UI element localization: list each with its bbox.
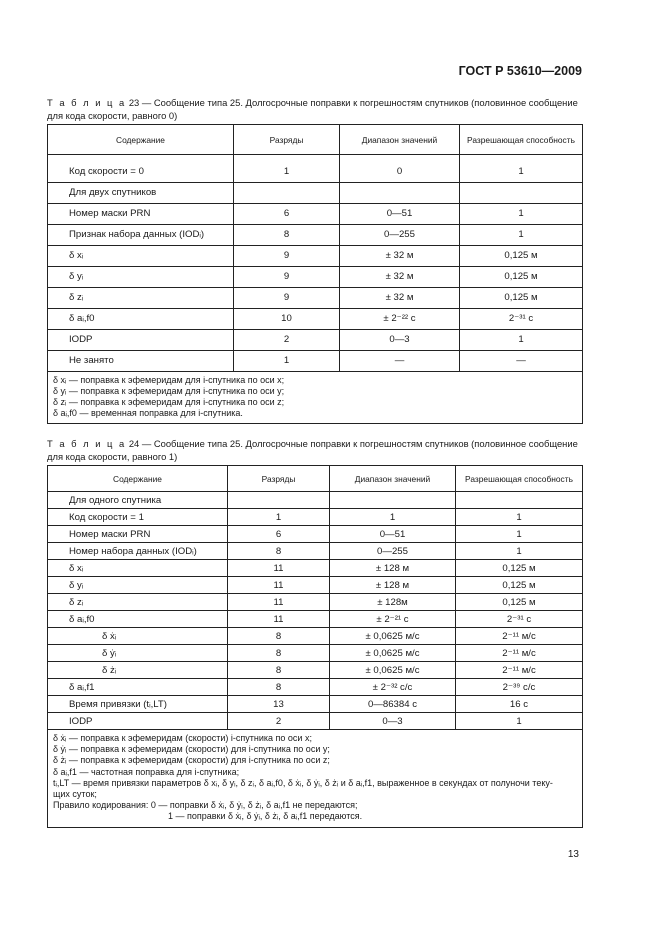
cell: 10 [234, 308, 340, 329]
table-row [48, 696, 583, 713]
table-row [48, 308, 583, 329]
cell: 11 [228, 611, 330, 628]
table-row [48, 577, 583, 594]
cell: Признак набора данных (IODᵢ) [48, 224, 234, 245]
table-row [48, 628, 583, 645]
cell: 1 [456, 713, 583, 730]
caption-text: 23 — Сообщение типа 25. Долгосрочные поправки к погрешностям спутников (половинное сообщение для кода скорости, равного 0) [47, 97, 578, 121]
cell: δ aᵢ,f0 [48, 611, 228, 628]
column-header: Разряды [234, 125, 340, 155]
cell: — [340, 350, 460, 371]
cell: δ zᵢ [48, 594, 228, 611]
cell: 9 [234, 245, 340, 266]
column-header: Диапазон значений [340, 125, 460, 155]
cell: δ xᵢ [48, 245, 234, 266]
cell: 0—86384 с [330, 696, 456, 713]
cell: δ aᵢ,f0 [48, 308, 234, 329]
table-row [48, 526, 583, 543]
column-header: Разряды [228, 466, 330, 492]
page-number: 13 [567, 849, 579, 860]
cell: δ zᵢ [48, 287, 234, 308]
cell: ± 2⁻²¹ с [330, 611, 456, 628]
cell: ± 0,0625 м/с [330, 662, 456, 679]
cell: 0,125 м [460, 245, 583, 266]
note-line: δ ẋᵢ — поправка к эфемеридам (скорости) i-спутника по оси x; [53, 733, 312, 743]
cell: 0—255 [330, 543, 456, 560]
table-notes [48, 730, 583, 828]
cell: ± 2⁻²² с [340, 308, 460, 329]
table-row [48, 245, 583, 266]
cell: Код скорости = 0 [48, 161, 234, 182]
cell: Время привязки (tᵢ,LT) [48, 696, 228, 713]
cell: δ aᵢ,f1 [48, 679, 228, 696]
cell: 2 [234, 329, 340, 350]
cell [456, 492, 583, 509]
cell: 8 [228, 628, 330, 645]
column-header: Разрешающая способность [456, 466, 583, 492]
table-row [48, 161, 583, 182]
cell: 1 [460, 329, 583, 350]
note-line: δ yᵢ — поправка к эфемеридам для i-спутника по оси y; [53, 385, 285, 396]
cell [234, 182, 340, 203]
cell: 2⁻³¹ с [460, 308, 583, 329]
cell: IODP [48, 329, 234, 350]
cell: 8 [228, 645, 330, 662]
cell: 2⁻³⁹ с/с [456, 679, 583, 696]
cell: 1 [234, 350, 340, 371]
cell: 0—255 [340, 224, 460, 245]
table-23 [47, 124, 583, 424]
cell: 1 [460, 224, 583, 245]
cell: 1 [228, 509, 330, 526]
cell: Номер маски PRN [48, 203, 234, 224]
caption-label: Т а б л и ц а [47, 438, 127, 449]
table-row [48, 645, 583, 662]
column-header: Содержание [48, 466, 228, 492]
cell: IODP [48, 713, 228, 730]
column-header: Содержание [48, 125, 234, 155]
note-line: Правило кодирования: 0 — поправки δ ẋᵢ, δ ẏᵢ, δ żᵢ, δ aᵢ,f1 не передаются; [53, 800, 358, 811]
table-row [48, 611, 583, 628]
cell: 8 [228, 662, 330, 679]
table-row [48, 329, 583, 350]
cell: 6 [234, 203, 340, 224]
note-line: δ ẏᵢ — поправка к эфемеридам (скорости) для i-спутника по оси y; [53, 744, 330, 755]
caption-label: Т а б л и ц а [47, 97, 127, 108]
cell [460, 182, 583, 203]
table-row [48, 182, 583, 203]
note-line: δ aᵢ,f0 — временная поправка для i-спутника. [53, 408, 243, 419]
cell: 8 [228, 543, 330, 560]
table-header-row [48, 466, 583, 492]
cell: 0—3 [330, 713, 456, 730]
cell: 0,125 м [456, 594, 583, 611]
cell: ± 2⁻³² с/с [330, 679, 456, 696]
cell: δ yᵢ [48, 266, 234, 287]
cell: 9 [234, 266, 340, 287]
cell: 2⁻¹¹ м/с [456, 628, 583, 645]
cell: 2⁻¹¹ м/с [456, 645, 583, 662]
note-line: δ żᵢ — поправка к эфемеридам (скорости) для i-спутника по оси z; [53, 755, 330, 766]
table-row [48, 287, 583, 308]
cell: Код скорости = 1 [48, 509, 228, 526]
cell: 8 [234, 224, 340, 245]
cell: 2⁻³¹ с [456, 611, 583, 628]
cell: ± 32 м [340, 287, 460, 308]
table-row [48, 543, 583, 560]
cell: 8 [228, 679, 330, 696]
table-row [48, 509, 583, 526]
cell: Не занято [48, 350, 234, 371]
column-header: Разрешающая способность [460, 125, 583, 155]
table-row [48, 224, 583, 245]
table-row [48, 594, 583, 611]
cell [330, 492, 456, 509]
cell: 11 [228, 560, 330, 577]
cell: ± 32 м [340, 266, 460, 287]
cell: 11 [228, 577, 330, 594]
cell: δ xᵢ [48, 560, 228, 577]
table-24-caption [47, 437, 582, 463]
cell: Для двух спутников [48, 182, 234, 203]
cell: 0—51 [330, 526, 456, 543]
cell: 11 [228, 594, 330, 611]
cell: δ ẋᵢ [48, 628, 228, 645]
cell: Для одного спутника [48, 492, 228, 509]
cell: 6 [228, 526, 330, 543]
table-row [48, 560, 583, 577]
notes-row [48, 730, 583, 828]
cell [228, 492, 330, 509]
cell: — [460, 350, 583, 371]
table-row [48, 492, 583, 509]
cell: Номер маски PRN [48, 526, 228, 543]
cell: δ żᵢ [48, 662, 228, 679]
note-line: δ xᵢ — поправка к эфемеридам для i-спутника по оси x; [53, 374, 285, 385]
cell: 9 [234, 287, 340, 308]
cell: 0—51 [340, 203, 460, 224]
notes-row [48, 371, 583, 424]
cell: ± 128м [330, 594, 456, 611]
cell [340, 182, 460, 203]
cell: 1 [460, 161, 583, 182]
note-line: δ aᵢ,f1 — частотная поправка для i-спутника; [53, 766, 240, 777]
table-row [48, 713, 583, 730]
cell: ± 128 м [330, 577, 456, 594]
note-line: 1 — поправки δ ẋᵢ, δ ẏᵢ, δ żᵢ, δ aᵢ,f1 передаются. [168, 811, 363, 822]
cell: 2 [228, 713, 330, 730]
cell: 2⁻¹¹ м/с [456, 662, 583, 679]
cell: 0,125 м [460, 287, 583, 308]
cell: 13 [228, 696, 330, 713]
cell: 0,125 м [456, 560, 583, 577]
cell: 16 с [456, 696, 583, 713]
cell: ± 128 м [330, 560, 456, 577]
note-line: щих суток; [53, 789, 97, 800]
cell: 1 [460, 203, 583, 224]
cell: ± 0,0625 м/с [330, 645, 456, 662]
table-row [48, 350, 583, 371]
cell: 0 [340, 161, 460, 182]
table-24 [47, 465, 583, 828]
table-header-row [48, 125, 583, 155]
table-notes [48, 371, 583, 424]
column-header: Диапазон значений [330, 466, 456, 492]
cell: 0—3 [340, 329, 460, 350]
cell: 1 [456, 526, 583, 543]
caption-text: 24 — Сообщение типа 25. Долгосрочные поправки к погрешностям спутников (половинное сообщение для кода скорости, равного 1) [47, 438, 578, 462]
table-row [48, 266, 583, 287]
cell: 0,125 м [456, 577, 583, 594]
standard-header: ГОСТ Р 53610—2009 [458, 64, 582, 78]
table-row [48, 203, 583, 224]
cell: δ ẏᵢ [48, 645, 228, 662]
cell: 1 [456, 543, 583, 560]
cell: Номер набора данных (IODᵢ) [48, 543, 228, 560]
cell: 1 [234, 161, 340, 182]
cell: ± 32 м [340, 245, 460, 266]
cell: 0,125 м [460, 266, 583, 287]
cell: 1 [330, 509, 456, 526]
note-line: tᵢ,LT — время привязки параметров δ xᵢ, δ yᵢ, δ zᵢ, δ aᵢ,f0, δ ẋᵢ, δ ẏᵢ, δ żᵢ и δ aᵢ,f1, выраженное в секундах от полуночи теку- [53, 777, 553, 788]
table-row [48, 679, 583, 696]
cell: 1 [456, 509, 583, 526]
table-row [48, 662, 583, 679]
note-line: δ zᵢ — поправка к эфемеридам для i-спутника по оси z; [53, 396, 285, 407]
cell: δ yᵢ [48, 577, 228, 594]
cell: ± 0,0625 м/с [330, 628, 456, 645]
table-23-caption [47, 96, 582, 122]
